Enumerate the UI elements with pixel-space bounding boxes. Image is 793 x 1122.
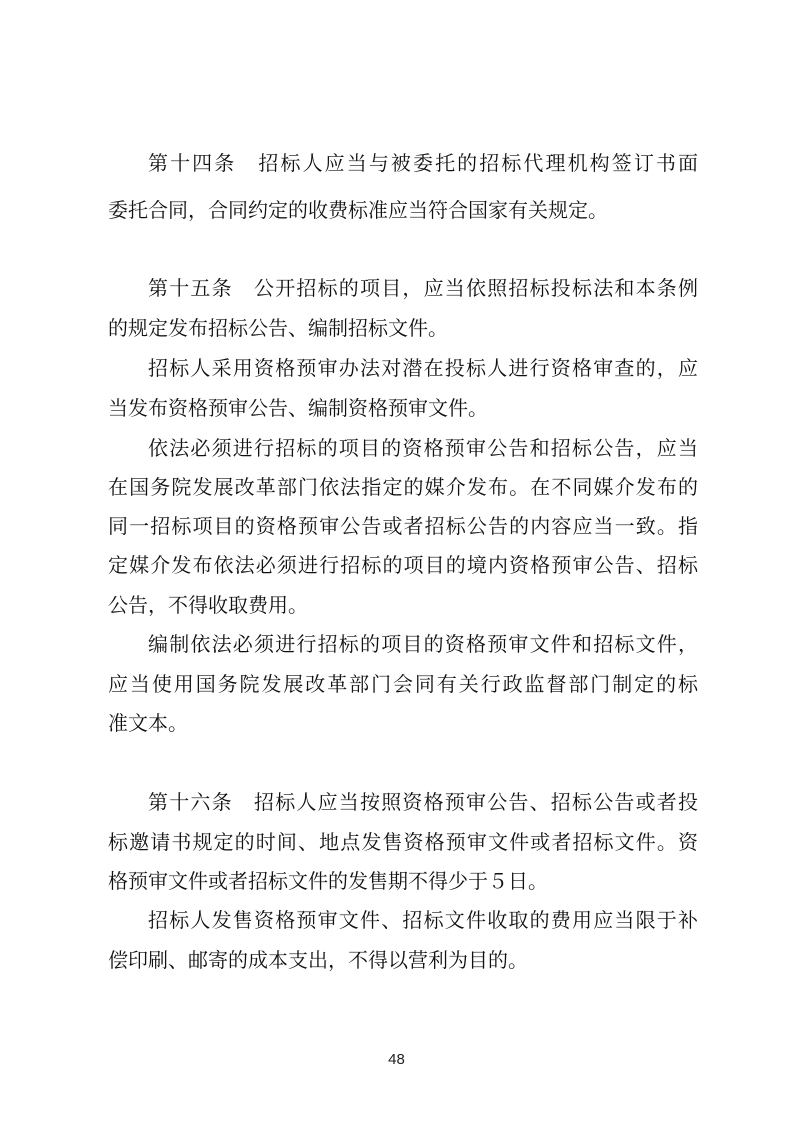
article-14-line-1: 第十四条 招标人应当与被委托的招标代理机构签订书面 [148, 151, 698, 175]
article-15-line-10: 编制依法必须进行招标的项目的资格预审文件和招标文件， [148, 632, 698, 656]
article-16-line-3: 格预审文件或者招标文件的发售期不得少于５日。 [108, 869, 548, 893]
article-16-line-5: 偿印刷、邮寄的成本支出，不得以营利为目的。 [108, 948, 528, 972]
article-15-line-9: 公告，不得收取费用。 [108, 593, 308, 617]
article-15-line-11: 应当使用国务院发展改革部门会同有关行政监督部门制定的标 [108, 672, 698, 696]
article-15-line-8: 定媒介发布依法必须进行招标的项目的境内资格预审公告、招标 [108, 553, 698, 577]
article-15-line-7: 同一招标项目的资格预审公告或者招标公告的内容应当一致。指 [108, 514, 698, 538]
article-16-line-2: 标邀请书规定的时间、地点发售资格预审文件或者招标文件。资 [108, 830, 698, 854]
article-15-line-12: 准文本。 [108, 711, 188, 735]
article-15-line-1: 第十五条 公开招标的项目，应当依照招标投标法和本条例 [148, 276, 698, 300]
article-15-line-2: 的规定发布招标公告、编制招标文件。 [108, 316, 448, 340]
article-15-line-3: 招标人采用资格预审办法对潜在投标人进行资格审查的，应 [148, 356, 698, 380]
article-16-line-4: 招标人发售资格预审文件、招标文件收取的费用应当限于补 [148, 908, 698, 932]
page-number: 48 [388, 1051, 405, 1068]
article-14-line-2: 委托合同，合同约定的收费标准应当符合国家有关规定。 [108, 198, 608, 222]
article-15-line-6: 在国务院发展改革部门依法指定的媒介发布。在不同媒介发布的 [108, 475, 698, 499]
article-15-line-5: 依法必须进行招标的项目的资格预审公告和招标公告，应当 [148, 436, 698, 460]
article-16-line-1: 第十六条 招标人应当按照资格预审公告、招标公告或者投 [148, 790, 698, 814]
article-15-line-4: 当发布资格预审公告、编制资格预审文件。 [108, 396, 488, 420]
